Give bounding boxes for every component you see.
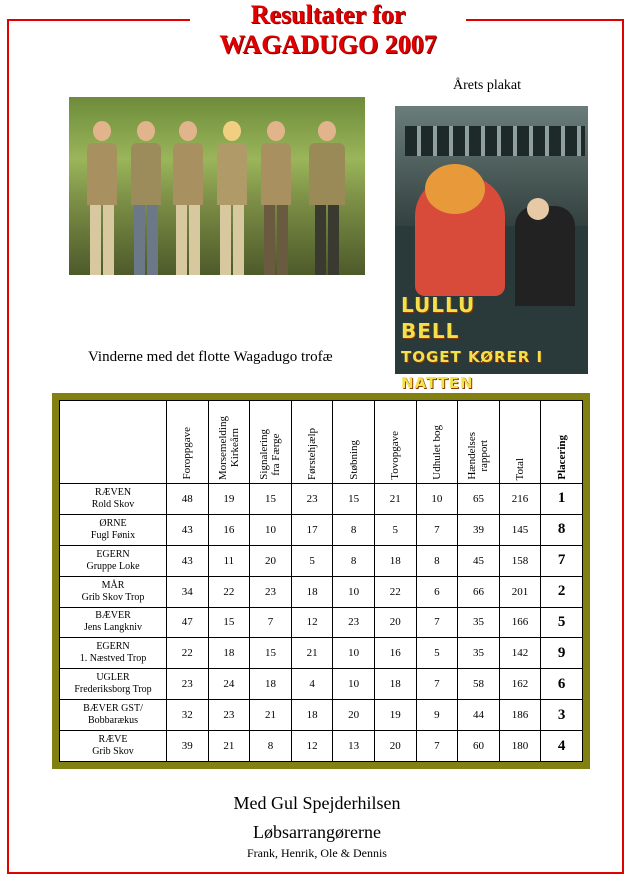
score-cell: 201 [499,576,541,607]
poster-text-line: TOGET KØRER I NATTEN [401,348,544,392]
team-name-cell [60,700,167,731]
score-cell: 20 [374,731,416,762]
scout-figure [87,121,117,275]
score-cell: 5 [291,545,333,576]
column-header [250,401,292,484]
score-cell: 10 [333,576,375,607]
score-cell: 35 [458,638,500,669]
score-cell: 16 [374,638,416,669]
table-row [60,545,583,576]
score-cell: 24 [208,669,250,700]
score-cell: 43 [167,545,209,576]
score-cell: 44 [458,700,500,731]
score-cell: 11 [208,545,250,576]
troop-name: Grib Skov Trop [81,591,145,603]
patrol-name: BÆVER [95,610,131,622]
score-cell: 15 [250,484,292,515]
score-cell: 60 [458,731,500,762]
column-header [458,401,500,484]
score-cell: 8 [250,731,292,762]
score-cell: 12 [291,607,333,638]
winners-photo [69,97,365,275]
score-cell: 7 [416,731,458,762]
column-header-line: Kirkeårn [228,428,241,468]
column-header-line: Tovopgave [389,431,402,480]
column-header-label [217,410,241,480]
team-name-cell [60,607,167,638]
score-cell: 58 [458,669,500,700]
score-cell: 66 [458,576,500,607]
patrol-name: MÅR [101,579,125,591]
placement-cell: 8 [541,514,583,545]
team-name-cell [60,731,167,762]
column-header-line: rapport [478,440,491,473]
team-name-cell [60,576,167,607]
score-cell: 22 [167,638,209,669]
troop-name: Jens Langkniv [83,622,143,634]
troop-name: Gruppe Loke [86,560,140,572]
score-cell: 34 [167,576,209,607]
table-row [60,607,583,638]
score-cell: 15 [208,607,250,638]
column-header-label [431,419,443,480]
placement-cell: 3 [541,700,583,731]
column-header-label [181,421,193,480]
column-header-line: Hændelses [466,432,479,480]
score-cell: 19 [374,700,416,731]
score-cell: 47 [167,607,209,638]
column-header-label [348,434,360,480]
column-header-label [258,423,282,480]
score-cell: 22 [208,576,250,607]
score-cell: 43 [167,514,209,545]
troop-name: Frederiksborg Trop [74,684,152,696]
table-row [60,576,583,607]
patrol-name: EGERN [96,641,130,653]
score-cell: 5 [416,638,458,669]
troop-name: Grib Skov [92,746,134,757]
score-cell: 6 [416,576,458,607]
score-cell: 23 [250,576,292,607]
column-header-line: Placering [555,435,568,480]
score-cell: 39 [167,731,209,762]
organizers: Løbsarrangørerne [253,822,381,842]
placement-cell: 1 [541,484,583,515]
score-cell: 9 [416,700,458,731]
score-cell: 65 [458,484,500,515]
score-cell: 13 [333,731,375,762]
column-header-label [466,426,490,480]
score-cell: 216 [499,484,541,515]
score-cell: 8 [333,545,375,576]
column-header [167,401,209,484]
table-row [60,484,583,515]
column-header-line: Morsemelding [216,415,229,480]
team-name-cell [60,514,167,545]
results-table [59,400,583,762]
score-cell: 7 [250,607,292,638]
column-header [499,401,541,484]
column-header [208,401,250,484]
results-table-frame [52,393,590,769]
score-cell: 23 [167,669,209,700]
score-cell: 39 [458,514,500,545]
column-header-line: Førstehjælp [306,428,319,480]
team-name-cell [60,484,167,515]
score-cell: 48 [167,484,209,515]
column-header [541,401,583,484]
score-cell: 21 [208,731,250,762]
placement-cell: 2 [541,576,583,607]
patrol-name: RÆVE [98,734,128,745]
column-header [416,401,458,484]
placement-cell: 5 [541,607,583,638]
score-cell: 20 [250,545,292,576]
score-cell: 10 [333,669,375,700]
table-row [60,700,583,731]
patrol-name: BÆVER GST/ [83,703,143,715]
score-cell: 8 [416,545,458,576]
column-header-line: Total [514,457,527,480]
placement-cell: 6 [541,669,583,700]
greeting: Med Gul Spejderhilsen [233,793,401,813]
column-header-line: Udhulet bog [430,425,443,480]
score-cell: 7 [416,514,458,545]
team-name-cell [60,545,167,576]
score-cell: 15 [333,484,375,515]
score-cell: 32 [167,700,209,731]
patrol-name: RÆVEN [94,486,132,498]
title-block [190,0,466,64]
column-header-label [514,452,526,480]
score-cell: 20 [333,700,375,731]
score-cell: 23 [208,700,250,731]
photo-caption: Vinderne med det flotte Wagadugo trofæ [88,349,333,365]
score-cell: 10 [333,638,375,669]
table-row [60,514,583,545]
column-header-line: Foroppgave [181,427,194,480]
table-row [60,731,583,762]
score-cell: 18 [250,669,292,700]
score-cell: 12 [291,731,333,762]
score-cell: 18 [374,669,416,700]
scout-figure [217,121,247,275]
score-cell: 162 [499,669,541,700]
column-header-label [306,422,318,480]
poster-text-line: BELL [401,319,460,343]
column-header [291,401,333,484]
score-cell: 15 [250,638,292,669]
column-header-label [556,429,568,480]
title-line-2: WAGADUGO 2007 [219,30,437,59]
score-cell: 18 [374,545,416,576]
troop-name: Rold Skov [91,498,135,510]
score-cell: 166 [499,607,541,638]
placement-cell: 4 [541,731,583,762]
score-cell: 145 [499,514,541,545]
title-line-1: Resultater for [250,0,406,29]
column-header-line: fra Færge [270,433,283,476]
scout-figure [131,121,161,275]
score-cell: 158 [499,545,541,576]
score-cell: 10 [416,484,458,515]
poster-image [395,106,588,392]
corner-cell [60,401,167,484]
score-cell: 16 [208,514,250,545]
placement-cell: 7 [541,545,583,576]
patrol-name: UGLER [96,672,130,684]
troop-name: Fugl Fønix [90,529,136,541]
column-header-line: Støbning [347,440,360,480]
score-cell: 21 [250,700,292,731]
score-cell: 17 [291,514,333,545]
score-cell: 180 [499,731,541,762]
score-cell: 7 [416,607,458,638]
score-cell: 186 [499,700,541,731]
poster-label: Årets plakat [453,78,522,93]
header-row [60,401,583,484]
score-cell: 20 [374,607,416,638]
column-header [333,401,375,484]
score-cell: 23 [333,607,375,638]
score-cell: 23 [291,484,333,515]
score-cell: 21 [374,484,416,515]
column-header [374,401,416,484]
poster-text-line: LULLU [401,293,476,317]
score-cell: 18 [208,638,250,669]
troop-name: 1. Næstved Trop [79,653,147,665]
patrol-name: ØRNE [99,517,127,529]
scout-figure [173,121,203,275]
score-cell: 7 [416,669,458,700]
score-cell: 21 [291,638,333,669]
score-cell: 22 [374,576,416,607]
team-name-cell [60,638,167,669]
column-header-label [389,425,401,480]
column-header-line: Signalering [258,429,271,480]
table-body [60,484,583,762]
placement-cell: 9 [541,638,583,669]
score-cell: 8 [333,514,375,545]
troop-name: Bobbarækus [88,715,138,727]
score-cell: 5 [374,514,416,545]
score-cell: 10 [250,514,292,545]
score-cell: 19 [208,484,250,515]
score-cell: 18 [291,576,333,607]
poster-lettering [395,292,594,396]
score-cell: 35 [458,607,500,638]
score-cell: 45 [458,545,500,576]
score-cell: 142 [499,638,541,669]
scout-figure [309,121,345,275]
team-name-cell [60,669,167,700]
scout-figure [261,121,291,275]
score-cell: 4 [291,669,333,700]
table-row [60,638,583,669]
organizer-names: Frank, Henrik, Ole & Dennis [247,846,387,860]
patrol-name: EGERN [96,548,130,560]
table-row [60,669,583,700]
score-cell: 18 [291,700,333,731]
